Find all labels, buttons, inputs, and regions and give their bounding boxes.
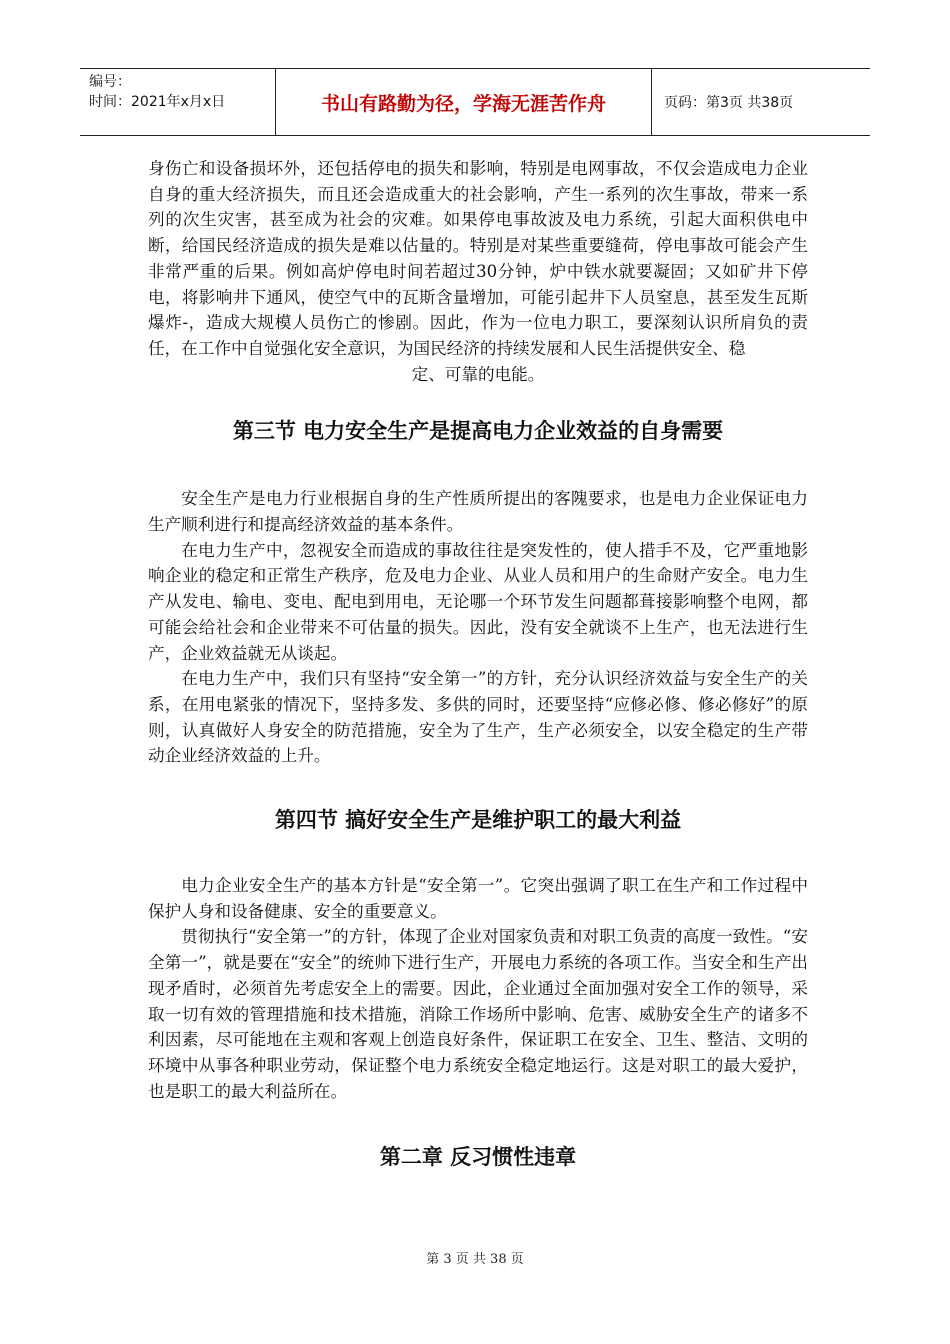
- paragraph-intro: 身伤亡和设备损坏外，还包括停电的损失和影响，特别是电网事故，不仅会造成电力企业自身的重大经济损失，而且还会造成重大的社会影响，产生一系列的次生事故，带来一系列的次生灾害，甚至成为社会的灾难。如果停电事故波及电力系统，引起大面积供电中断，给国民经济造成的损失是难以估量的。特别是对某些重要缝荷，停电事故可能会产生非常严重的后果。例如高炉停电时间若超过30分钟，炉中铁水就要凝固；又如矿井下停电，将影响井下通风，使空气中的瓦斯含量增加，可能引起井下人员窒息，甚至发生瓦斯爆炸-，造成大规模人员伤亡的惨剧。因此，作为一位电力职工，要深刻认识所肩负的责任，在工作中自觉强化安全意识，为国民经济的持续发展和人民生活提供安全、稳: [148, 159, 808, 358]
- page-header: [80, 68, 870, 136]
- section4-title: 第四节 搞好安全生产是维护职工的最大利益: [274, 808, 682, 833]
- section4-paragraph-1: 电力企业安全生产的基本方针是“安全第一”。它突出强调了职工在生产和工作过程中保护人身和设备健康、安全的重要意义。: [148, 876, 808, 921]
- chapter2-title: 第二章 反习惯性违章: [379, 1145, 577, 1170]
- header-motto: 书山有路勤为径，学海无涯苦作舟: [276, 69, 652, 135]
- section3-paragraph-2: 在电力生产中，忽视安全而造成的事故往往是突发性的，使人措手不及，它严重地影响企业的稳定和正常生产秩序，危及电力企业、从业人员和用户的生命财产安全。电力生产从发电、输电、变电、配电到用电，无论哪一个环节发生问题都葺接影响整个电网，都可能会给社会和企业带来不可估量的损失。因此，没有安全就谈不上生产，也无法进行生产，企业效益就无从谈起。: [148, 540, 808, 663]
- header-page-label: 页码：第3页 共38页: [664, 95, 794, 111]
- header-meta: [80, 69, 276, 135]
- section3-paragraph-1: 安全生产是电力行业根据自身的生产性质所提出的客隗要求，也是电力企业保证电力生产顺利进行和提高经济效益的基本条件。: [148, 489, 808, 535]
- header-number-label: 编号：: [89, 74, 131, 90]
- paragraph-intro-tail: 定、可靠的电能。: [411, 364, 545, 384]
- section4-paragraph-2: 贯彻执行“安全第一”的方针，体现了企业对国家负责和对职工负责的高度一致性。“安全第一”，就是要在“安全”的统帅下进行生产，开展电力系统的各项工作。当安全和生产出现矛盾时，必须首先考虑安全上的需要。因此，企业通过全面加强对安全工作的领导，采取一切有效的管理措施和技术措施，消除工作场所中影响、危害、威胁安全生产的诸多不利因素，尽可能地在主观和客观上创造良好条件，保证职工在安全、卫生、整洁、文明的环境中从事各种职业劳动，保证整个电力系统安全稳定地运行。这是对职工的最大爱护，也是职工的最大利益所在。: [148, 927, 808, 1101]
- header-time-label: 时间：2021年x月x日: [89, 94, 226, 110]
- page-footer: 第 3 页 共 38 页: [426, 1252, 524, 1267]
- section3-paragraph-3: 在电力生产中，我们只有坚持“安全第一”的方针，充分认识经济效益与安全生产的关系，在用电紧张的情况下，坚持多发、多供的同时，还要坚持“应修必修、修必修好”的原则，认真做好人身安全的防范措施，安全为了生产，生产必须安全，以安全稳定的生产带动企业经济效益的上升。: [148, 669, 808, 766]
- section3-title: 第三节 电力安全生产是提高电力企业效益的自身需要: [232, 419, 724, 444]
- document-body: [148, 156, 808, 1172]
